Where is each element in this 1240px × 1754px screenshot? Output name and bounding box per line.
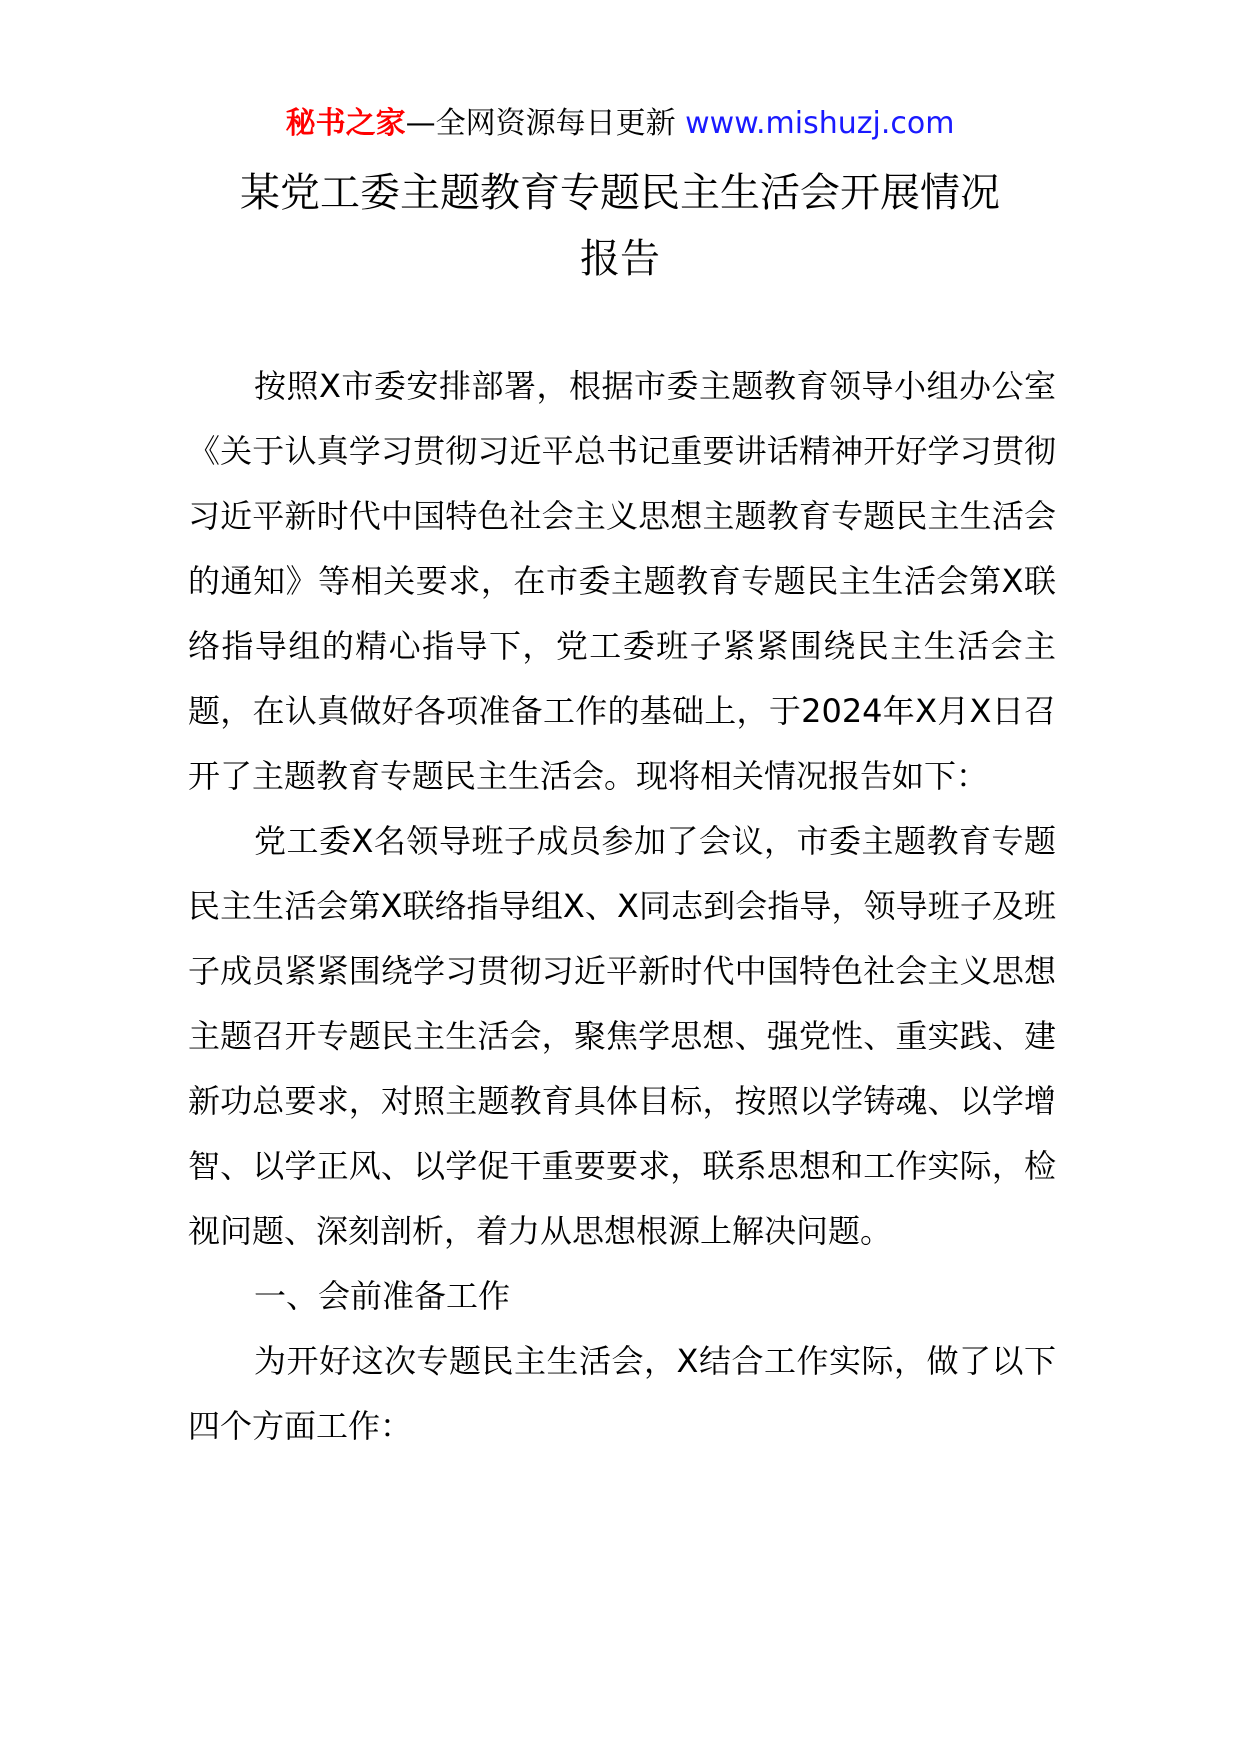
section-1-paragraph: 为开好这次专题民主生活会，X结合工作实际，做了以下四个方面工作： [188,1342,1056,1445]
site-header [0,102,1240,146]
header-tagline: —全网资源每日更新 [405,106,686,141]
document-title [150,160,1090,292]
brand-name: 秘书之家 [285,106,406,141]
document-body [188,354,1056,1459]
intro-paragraph: 按照X市委安排部署，根据市委主题教育领导小组办公室《关于认真学习贯彻习近平总书记重要讲话精神开好学习贯彻习近平新时代中国特色社会主义思想主题教育专题民主生活会的通知》等相关要求，在市委主题教育专题民主生活会第X联络指导组的精心指导下，党工委班子紧紧围绕民主生活会主题，在认真做好各项准备工作的基础上，于2024年X月X日召开了主题教育专题民主生活会。现将相关情况报告如下： [188,367,1056,795]
site-url-link[interactable]: www.mishuzj.com [685,106,955,141]
title-line-1: 某党工委主题教育专题民主生活会开展情况 [240,170,1000,216]
attendance-paragraph: 党工委X名领导班子成员参加了会议，市委主题教育专题民主生活会第X联络指导组X、X同志到会指导，领导班子及班子成员紧紧围绕学习贯彻习近平新时代中国特色社会主义思想主题召开专题民主生活会，聚焦学思想、强党性、重实践、建新功总要求，对照主题教育具体目标，按照以学铸魂、以学增智、以学正风、以学促干重要要求，联系思想和工作实际，检视问题、深刻剖析，着力从思想根源上解决问题。 [188,822,1056,1250]
section-heading-1: 一、会前准备工作 [254,1277,511,1315]
title-line-2: 报告 [580,236,660,282]
